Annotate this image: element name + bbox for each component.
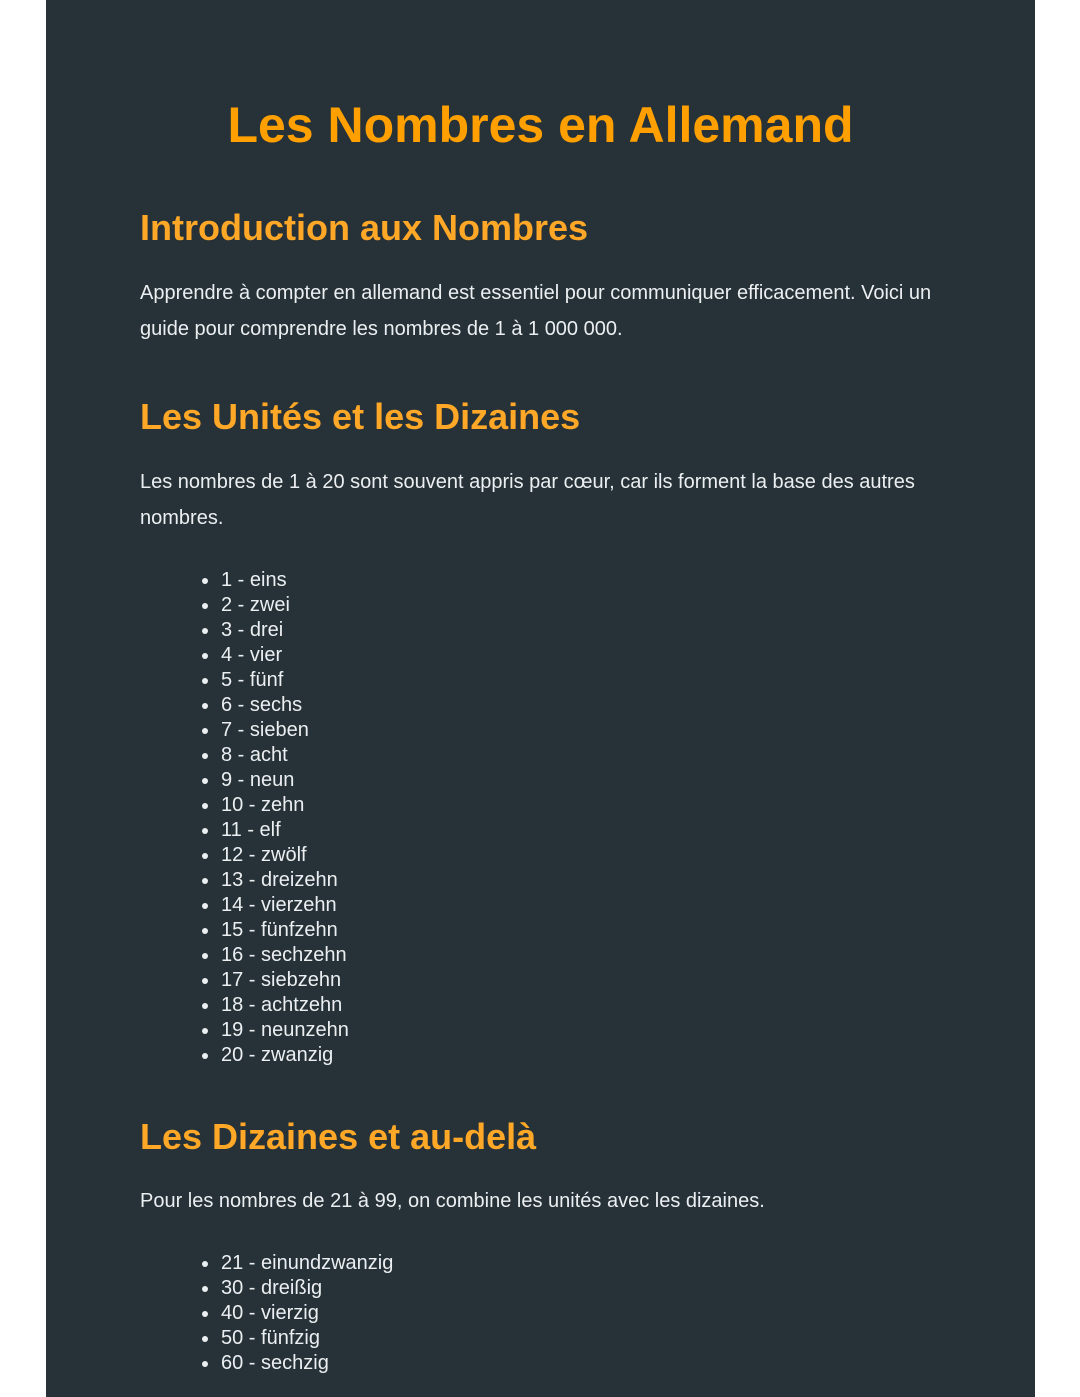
list-item: 8 - acht <box>200 743 349 768</box>
list-item: 6 - sechs <box>200 693 349 718</box>
list-item: 20 - zwanzig <box>200 1043 349 1068</box>
section-heading-tens: Les Dizaines et au-delà <box>140 1116 537 1157</box>
list-item: 19 - neunzehn <box>200 1018 349 1043</box>
list-item: 50 - fünfzig <box>200 1326 393 1351</box>
list-item: 1 - eins <box>200 568 349 593</box>
list-item: 5 - fünf <box>200 668 349 693</box>
list-item: 40 - vierzig <box>200 1301 393 1326</box>
list-item: 11 - elf <box>200 818 349 843</box>
section-paragraph-tens: Pour les nombres de 21 à 99, on combine les unités avec les dizaines. <box>140 1190 765 1212</box>
units-number-list <box>200 568 349 1068</box>
list-item: 7 - sieben <box>200 718 349 743</box>
list-item: 60 - sechzig <box>200 1351 393 1376</box>
tens-number-list <box>200 1251 393 1376</box>
list-item: 16 - sechzehn <box>200 943 349 968</box>
list-item: 21 - einundzwanzig <box>200 1251 393 1276</box>
list-item: 4 - vier <box>200 643 349 668</box>
section-paragraph-introduction: Apprendre à compter en allemand est essentiel pour communiquer efficacement. Voici un guide pour comprendre les nombres de 1 à 1 000 000. <box>140 282 932 340</box>
list-item: 3 - drei <box>200 618 349 643</box>
list-item: 13 - dreizehn <box>200 868 349 893</box>
list-item: 9 - neun <box>200 768 349 793</box>
document-page <box>46 0 1035 1397</box>
list-item: 12 - zwölf <box>200 843 349 868</box>
section-heading-introduction: Introduction aux Nombres <box>140 207 589 248</box>
list-item: 18 - achtzehn <box>200 993 349 1018</box>
list-item: 15 - fünfzehn <box>200 918 349 943</box>
section-heading-units: Les Unités et les Dizaines <box>140 396 581 437</box>
page-title: Les Nombres en Allemand <box>227 97 854 153</box>
list-item: 14 - vierzehn <box>200 893 349 918</box>
list-item: 2 - zwei <box>200 593 349 618</box>
list-item: 30 - dreißig <box>200 1276 393 1301</box>
list-item: 17 - siebzehn <box>200 968 349 993</box>
list-item: 10 - zehn <box>200 793 349 818</box>
section-paragraph-units: Les nombres de 1 à 20 sont souvent appris par cœur, car ils forment la base des autres nombres. <box>140 471 915 529</box>
